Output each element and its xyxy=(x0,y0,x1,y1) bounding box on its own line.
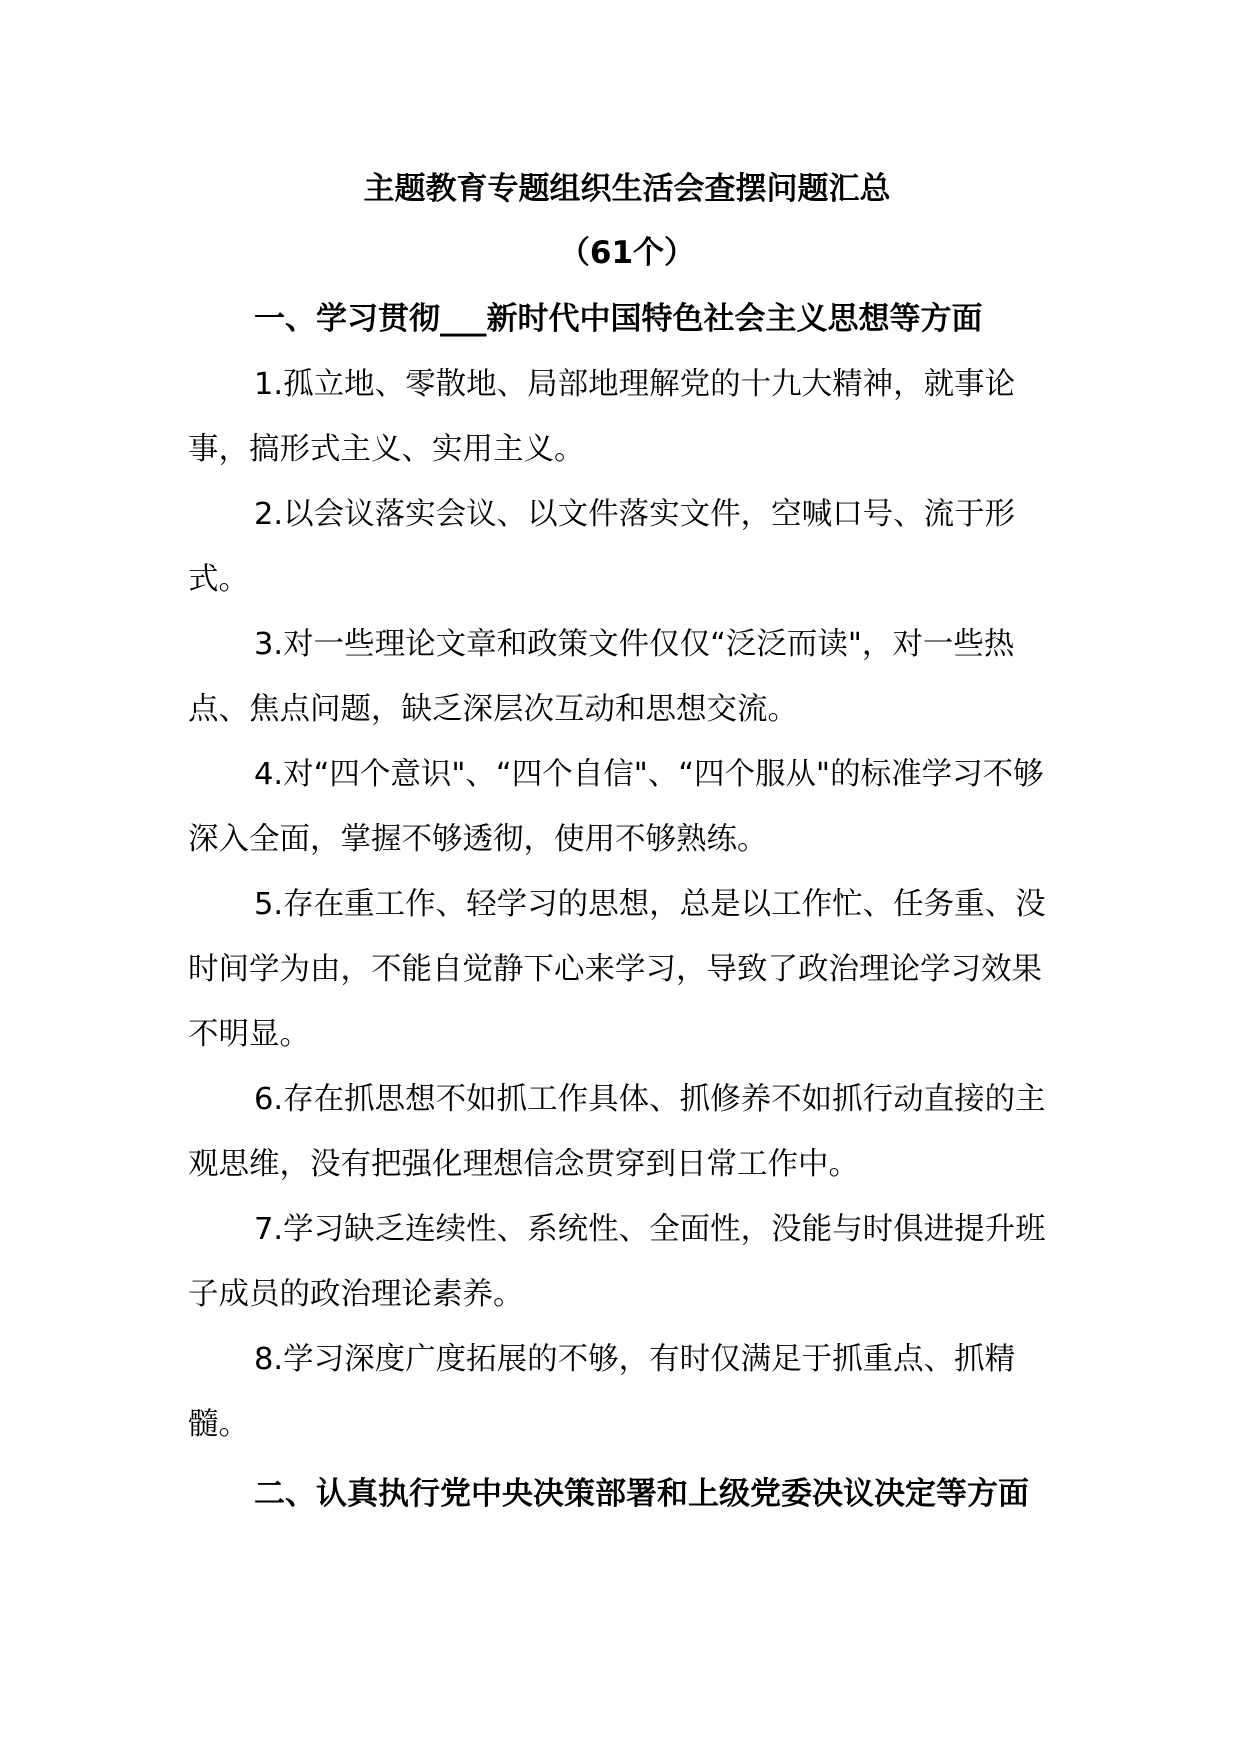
document-page xyxy=(188,170,1066,1527)
list-item: 5.存在重工作、轻学习的思想，总是以工作忙、任务重、没时间学为由，不能自觉静下心来学习，导致了政治理论学习效果不明显。 xyxy=(188,887,1046,1052)
section-heading: 一、学习贯彻___新时代中国特色社会主义思想等方面 xyxy=(254,301,983,337)
list-item: 3.对一些理论文章和政策文件仅仅“泛泛而读"，对一些热点、焦点问题，缺乏深层次互动和思想交流。 xyxy=(188,627,1015,727)
document-subtitle: （61个） xyxy=(558,235,696,271)
list-item: 4.对“四个意识"、“四个自信"、“四个服从"的标准学习不够深入全面，掌握不够透彻，使用不够熟练。 xyxy=(188,757,1044,857)
list-item: 6.存在抓思想不如抓工作具体、抓修养不如抓行动直接的主观思维，没有把强化理想信念贯穿到日常工作中。 xyxy=(188,1082,1046,1182)
document-title: 主题教育专题组织生活会查摆问题汇总 xyxy=(363,171,891,207)
section-heading: 二、认真执行党中央决策部署和上级党委决议决定等方面 xyxy=(254,1476,1029,1512)
section-1 xyxy=(188,286,1066,1457)
list-item: 1.孤立地、零散地、局部地理解党的十九大精神，就事论事，搞形式主义、实用主义。 xyxy=(188,367,1016,467)
list-item: 7.学习缺乏连续性、系统性、全面性，没能与时俱进提升班子成员的政治理论素养。 xyxy=(188,1212,1046,1312)
list-item: 8.学习深度广度拓展的不够，有时仅满足于抓重点、抓精髓。 xyxy=(188,1342,1016,1442)
list-item: 2.以会议落实会议、以文件落实文件，空喊口号、流于形式。 xyxy=(188,497,1016,597)
section-2 xyxy=(188,1461,1066,1527)
